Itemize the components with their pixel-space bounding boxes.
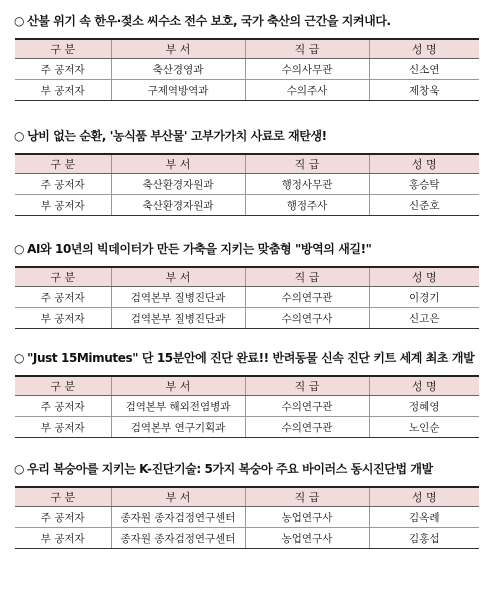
table-cell: 구제역방역과: [111, 80, 245, 101]
table-row: [15, 287, 479, 308]
table-cell: 수의주사: [245, 80, 369, 101]
authors-table: [15, 375, 479, 438]
table-cell: 김홍섭: [369, 528, 479, 549]
table-cell: 축산경영과: [111, 59, 245, 80]
column-header: 부 서: [111, 154, 245, 174]
table-row: [15, 507, 479, 528]
table-cell: 검역본부 연구기획과: [111, 417, 245, 438]
table-cell: 홍승탁: [369, 174, 479, 195]
table-header-row: [15, 154, 479, 174]
bullet-circle-icon: ○: [14, 14, 25, 28]
column-header: 부 서: [111, 487, 245, 507]
column-header: 부 서: [111, 376, 245, 396]
table-cell: 종자원 종자검정연구센터: [111, 528, 245, 549]
column-header: 성 명: [369, 267, 479, 287]
column-header: 직 급: [245, 154, 369, 174]
table-cell: 축산환경자원과: [111, 195, 245, 216]
table-cell: 행정사무관: [245, 174, 369, 195]
table-cell: 축산환경자원과: [111, 174, 245, 195]
table-cell: 농업연구사: [245, 507, 369, 528]
column-header: 구 분: [15, 267, 111, 287]
column-header: 성 명: [369, 376, 479, 396]
table-cell: 부 공저자: [15, 308, 111, 329]
table-cell: 김옥례: [369, 507, 479, 528]
column-header: 구 분: [15, 154, 111, 174]
section-heading: [14, 126, 327, 146]
column-header: 구 분: [15, 376, 111, 396]
table-row: [15, 528, 479, 549]
section-title: AI와 10년의 빅데이터가 만든 가축을 지키는 맞춤형 "방역의 새길!": [27, 242, 372, 256]
section-title: "Just 15Mimutes" 단 15분안에 진단 완료!! 반려동물 신속 진단 키트 세계 최초 개발: [27, 351, 475, 365]
column-header: 부 서: [111, 267, 245, 287]
bullet-circle-icon: ○: [14, 129, 25, 143]
table-cell: 부 공저자: [15, 80, 111, 101]
table-cell: 신준호: [369, 195, 479, 216]
table-cell: 검역본부 질병진단과: [111, 308, 245, 329]
column-header: 성 명: [369, 487, 479, 507]
column-header: 구 분: [15, 487, 111, 507]
table-cell: 수의연구관: [245, 417, 369, 438]
table-cell: 부 공저자: [15, 528, 111, 549]
table-cell: 부 공저자: [15, 417, 111, 438]
section-heading: [14, 348, 474, 368]
table-cell: 수의연구관: [245, 396, 369, 417]
column-header: 직 급: [245, 376, 369, 396]
table-row: [15, 174, 479, 195]
table-cell: 행정주사: [245, 195, 369, 216]
column-header: 성 명: [369, 39, 479, 59]
table-cell: 검역본부 질병진단과: [111, 287, 245, 308]
table-cell: 수의사무관: [245, 59, 369, 80]
table-cell: 주 공저자: [15, 507, 111, 528]
bullet-circle-icon: ○: [14, 242, 25, 256]
authors-table: [15, 266, 479, 329]
section-heading: [14, 11, 391, 31]
table-cell: 검역본부 해외전염병과: [111, 396, 245, 417]
table-row: [15, 80, 479, 101]
authors-table: [15, 38, 479, 101]
authors-table: [15, 486, 479, 549]
section-title: 산불 위기 속 한우·젖소 씨수소 전수 보호, 국가 축산의 근간을 지켜내다.: [27, 14, 391, 28]
table-header-row: [15, 39, 479, 59]
table-cell: 정혜영: [369, 396, 479, 417]
section-title: 우리 복숭아를 지키는 K-진단기술: 5가지 복숭아 주요 바이러스 동시진단법 개발: [27, 462, 433, 476]
table-cell: 주 공저자: [15, 174, 111, 195]
table-row: [15, 308, 479, 329]
column-header: 성 명: [369, 154, 479, 174]
table-cell: 수의연구관: [245, 287, 369, 308]
table-cell: 부 공저자: [15, 195, 111, 216]
table-header-row: [15, 267, 479, 287]
table-cell: 농업연구사: [245, 528, 369, 549]
table-cell: 이경기: [369, 287, 479, 308]
section-title: 낭비 없는 순환, '농식품 부산물' 고부가가치 사료로 재탄생!: [27, 129, 327, 143]
table-cell: 제창욱: [369, 80, 479, 101]
table-row: [15, 417, 479, 438]
section-heading: [14, 239, 372, 259]
column-header: 직 급: [245, 267, 369, 287]
table-cell: 주 공저자: [15, 396, 111, 417]
column-header: 부 서: [111, 39, 245, 59]
column-header: 직 급: [245, 487, 369, 507]
section-heading: [14, 459, 433, 479]
bullet-circle-icon: ○: [14, 351, 25, 365]
table-cell: 주 공저자: [15, 59, 111, 80]
table-row: [15, 195, 479, 216]
bullet-circle-icon: ○: [14, 462, 25, 476]
table-cell: 신소연: [369, 59, 479, 80]
table-row: [15, 396, 479, 417]
table-header-row: [15, 376, 479, 396]
column-header: 구 분: [15, 39, 111, 59]
table-header-row: [15, 487, 479, 507]
authors-table: [15, 153, 479, 216]
table-cell: 노인순: [369, 417, 479, 438]
table-cell: 신고은: [369, 308, 479, 329]
table-cell: 종자원 종자검정연구센터: [111, 507, 245, 528]
table-row: [15, 59, 479, 80]
table-cell: 수의연구사: [245, 308, 369, 329]
column-header: 직 급: [245, 39, 369, 59]
table-cell: 주 공저자: [15, 287, 111, 308]
